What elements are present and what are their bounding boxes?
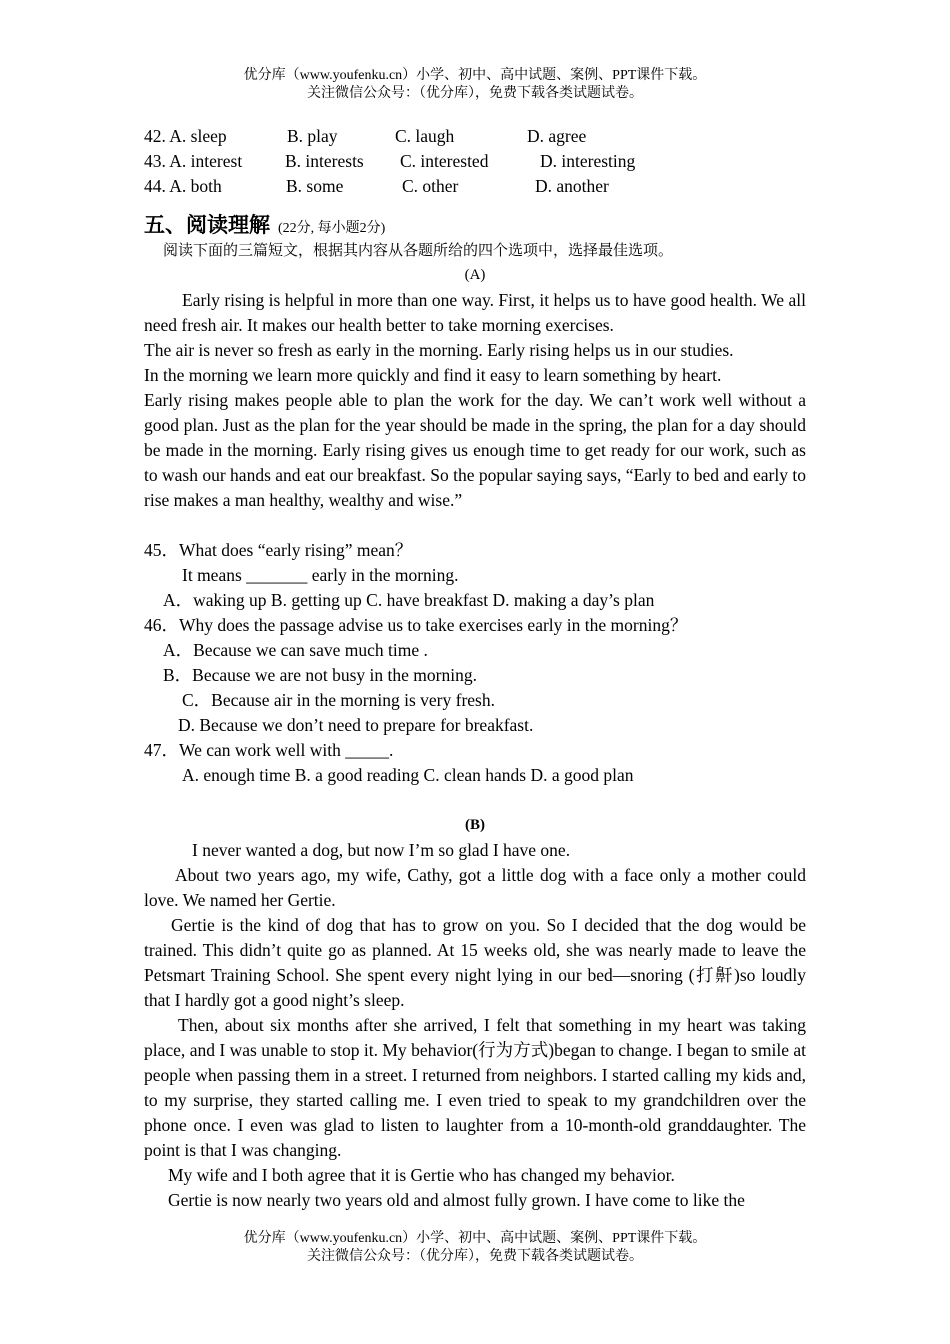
option-d: D. another (535, 176, 609, 196)
option-b: B. interests (285, 151, 364, 171)
option-c: C. laugh (395, 126, 455, 146)
cloze-question-43 (144, 149, 806, 174)
option-b: B. some (286, 176, 344, 196)
cloze-question-42 (144, 124, 806, 149)
question-46-option-b: B．Because we are not busy in the morning. (163, 665, 477, 685)
header-line-1: 优分库（www.youfenku.cn）小学、初中、高中试题、案例、PPT课件下载。 (243, 68, 707, 83)
option-c: C. interested (400, 151, 489, 171)
passage-a-line-2: The air is never so fresh as early in the morning. Early rising helps us in our studies. (144, 340, 734, 360)
cloze-question-44 (144, 174, 806, 199)
passage-a-paragraph-4: Early rising makes people able to plan the work for the day. We can’t work well without a good plan. Just as the plan for the year should be made in the spring, the plan for a day should be made in the morning. Early rising gives us enough time to get ready for our work, such as to wash our hands and eat our breakfast. So the popular saying says, “Early to bed and early to rise makes a man healthy, wealthy and wise.” (144, 390, 806, 510)
passage-a-line-3: In the morning we learn more quickly and find it easy to learn something by heart. (144, 365, 722, 385)
footer-line-2: 关注微信公众号：（优分库），免费下载各类试题试卷。 (307, 1249, 643, 1264)
page-footer (0, 1230, 950, 1266)
section-instructions: 阅读下面的三篇短文，根据其内容从各题所给的四个选项中，选择最佳选项。 (163, 243, 674, 259)
option-d: D. interesting (540, 151, 636, 171)
option-b: B. play (287, 126, 338, 146)
question-46: 46．Why does the passage advise us to take exercises early in the morning？ (144, 615, 688, 635)
section-title: 五、阅读理解 (144, 213, 270, 237)
section-score-note: (22分, 每小题2分) (278, 221, 386, 236)
question-47: 47．We can work well with _____. (144, 740, 394, 760)
question-47-options: A. enough time B. a good reading C. clean hands D. a good plan (182, 765, 634, 785)
passage-a-label: (A) (464, 267, 486, 283)
section-heading (144, 212, 806, 239)
document-body (144, 124, 806, 1213)
question-45: 45．What does “early rising” mean？ (144, 540, 413, 560)
footer-line-1: 优分库（www.youfenku.cn）小学、初中、高中试题、案例、PPT课件下载。 (243, 1231, 707, 1246)
passage-b-paragraph-4: Then, about six months after she arrived, I felt that something in my heart was taking place, and I was unable to stop it. My behavior(行为方式)began to change. I began to smile at people when passing them in a street. I returned from neighbors. I started calling my kids and, to my surprise, they started calling me. I even tried to speak to my grandchildren over the phone once. I even was glad to listen to laughter from a 10-month-old granddaughter. The point is that I was changing. (144, 1015, 806, 1160)
passage-a-paragraph-1: Early rising is helpful in more than one way. First, it helps us to have good health. We all need fresh air. It makes our health better to take morning exercises. (144, 290, 806, 335)
page-header (0, 67, 950, 103)
header-line-2: 关注微信公众号：（优分库），免费下载各类试题试卷。 (307, 86, 643, 101)
question-46-option-a: A．Because we can save much time . (163, 640, 428, 660)
passage-b-label: (B) (465, 817, 485, 833)
question-45-stem: It means _______ early in the morning. (182, 565, 459, 585)
option-a: 43. A. interest (144, 151, 243, 171)
passage-b-paragraph-3: Gertie is the kind of dog that has to grow on you. So I decided that the dog would be trained. This didn’t quite go as planned. At 15 weeks old, she was nearly made to leave the Petsmart Training School. She spent every night lying in our bed—snoring (打鼾)so loudly that I hardly got a good night’s sleep. (144, 915, 806, 1010)
question-46-option-d: D. Because we don’t need to prepare for breakfast. (178, 715, 534, 735)
question-46-option-c: C．Because air in the morning is very fresh. (182, 690, 495, 710)
option-c: C. other (402, 176, 459, 196)
passage-b-paragraph-1: I never wanted a dog, but now I’m so glad I have one. (192, 840, 571, 860)
option-d: D. agree (527, 126, 587, 146)
option-a: 44. A. both (144, 176, 222, 196)
passage-b-paragraph-2: About two years ago, my wife, Cathy, got a little dog with a face only a mother could love. We named her Gertie. (144, 865, 806, 910)
passage-b-paragraph-6: Gertie is now nearly two years old and almost fully grown. I have come to like the (168, 1190, 745, 1210)
question-45-options: A．waking up B. getting up C. have breakfast D. making a day’s plan (163, 590, 655, 610)
passage-b-paragraph-5: My wife and I both agree that it is Gertie who has changed my behavior. (168, 1165, 675, 1185)
option-a: 42. A. sleep (144, 126, 227, 146)
